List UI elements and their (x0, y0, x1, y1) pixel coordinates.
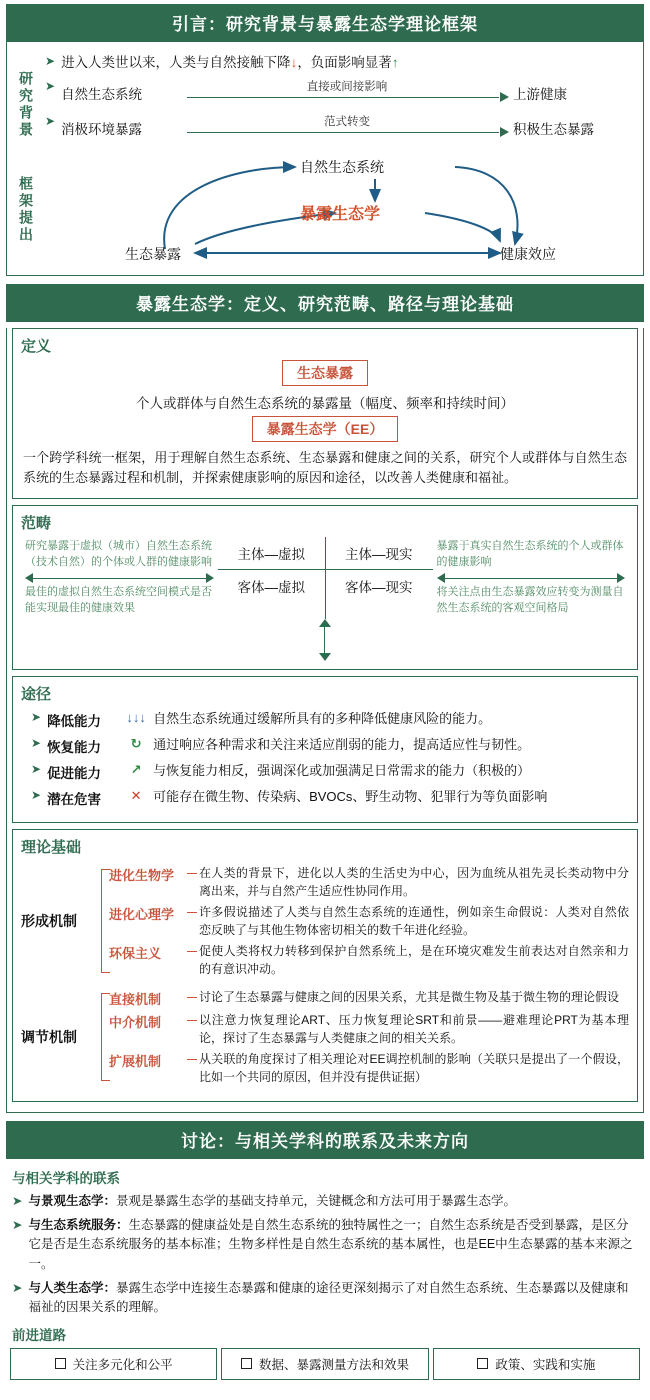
definition-heading: 定义 (21, 337, 52, 355)
theory-item (109, 942, 629, 978)
arrow-icon: ➤ (45, 54, 56, 68)
theory-item-desc: 在人类的背景下，进化以人类的生活史为中心，因为血统从祖先灵长类动物中分离出来，并与自然产生适应性协同作用。 (199, 865, 629, 898)
theory-group-items (109, 985, 629, 1089)
framework-diagram (45, 149, 633, 269)
theory-item-desc: 促使人类将权力转移到保护自然系统上，是在环境灾难发生前表达对自然亲和力的有意识冲动。 (199, 943, 629, 976)
pathway-row (21, 762, 629, 782)
scope-vertical-divider (325, 537, 326, 619)
theory-item (109, 1050, 629, 1086)
definition-line1: 个人或群体与自然生态系统的暴露量（幅度、频率和持续时间） (136, 395, 514, 411)
brace-icon (99, 861, 109, 981)
down-arrow-icon: ↓ (290, 55, 298, 70)
intro-relation-1 (45, 78, 633, 108)
theory-item-desc: 许多假说描述了人类与自然生态系统的连通性，例如亲生命假说：人类对自然依恋反映了与其他生物体密切相关的数千年进化经验。 (199, 904, 629, 937)
section2-title: 暴露生态学：定义、研究范畴、路径与理论基础 (6, 284, 644, 322)
arrow-icon: ➤ (31, 709, 42, 724)
definition-box (12, 328, 638, 499)
discussion-item-text (28, 1279, 638, 1318)
relation-2-line (187, 132, 499, 133)
roadmap-cell-data (221, 1348, 428, 1380)
pathway-name: 恢复能力 (47, 739, 102, 755)
theory-box (12, 829, 638, 1102)
definition-pill1-wrap (21, 360, 629, 386)
checkbox-icon (477, 1358, 488, 1369)
pathway-name: 促进能力 (47, 765, 102, 781)
theory-item-desc: 从关联的角度探讨了相关理论对EE调控机制的影响（关联只是提出了一个假设，比如一个共同的原因，但并没有提供证据） (199, 1051, 629, 1084)
discussion-head-links: 与相关学科的联系 (12, 1170, 120, 1186)
discussion-item-text (28, 1192, 516, 1211)
definition-pill2-wrap (21, 416, 629, 442)
side-label-framework: 框架提出 (18, 175, 35, 244)
definition-paragraph: 一个跨学科统一框架，用于理解自然生态系统、生态暴露和健康之间的关系，研究个人或群体与自然生态系统的生态暴露过程和机制，并探索健康影响的原因和途径，以改善人类健康和福祉。 (23, 449, 627, 485)
roadmap-cell-label: 政策、实践和实施 (495, 1357, 596, 1372)
roadmap-cell-label: 数据、暴露测量方法和效果 (258, 1357, 409, 1372)
scope-note-bottom-right: 将关注点由生态暴露效应转变为测量自然生态系统的客观空间格局 (436, 585, 624, 614)
theory-item (109, 864, 629, 900)
pathway-desc: 可能存在微生物、传染病、BVOCs、野生动物、犯罪行为等负面影响 (153, 788, 548, 804)
theory-item-name: 扩展机制 (109, 1053, 162, 1069)
relation-2-left: 消极环境暴露 (61, 121, 143, 137)
relation-1-right: 上游健康 (513, 86, 567, 102)
diagram-node-ecological-exposure: 生态暴露 (125, 245, 181, 262)
scope-note-bottom-left: 最佳的虚拟自然生态系统空间模式是否能实现最佳的健康效果 (25, 585, 212, 614)
theory-item-name: 进化生物学 (109, 867, 175, 883)
discussion-item (12, 1279, 638, 1318)
theory-item (109, 903, 629, 939)
section1-side-labels (9, 46, 43, 269)
roadmap-cell-policy (433, 1348, 640, 1380)
pathway-desc: 自然生态系统通过缓解所具有的多种降低健康风险的能力。 (153, 710, 492, 726)
relation-1-label: 直接或间接影响 (303, 78, 392, 94)
scope-vertical-arrow-wrap (21, 619, 629, 661)
brace-icon (99, 985, 109, 1089)
intro-relation-2 (45, 113, 633, 143)
discussion-item-body: 暴露生态学中连接生态暴露和健康的途径更深刻揭示了对自然生态系统、生态暴露以及健康和福祉的因果关系的理解。 (28, 1281, 629, 1315)
arrow-icon: ➤ (45, 113, 56, 128)
roadmap-row (10, 1348, 640, 1380)
roadmap-cell-label: 关注多元化和公平 (72, 1357, 173, 1372)
scope-note-top-left: 研究暴露于虚拟（城市）自然生态系统（技术自然）的个体或人群的健康影响 (25, 539, 212, 568)
section-exposure-ecology (6, 284, 644, 1113)
pathway-row (21, 710, 629, 730)
section-discussion (6, 1121, 644, 1384)
pill-ecological-exposure: 生态暴露 (282, 360, 368, 386)
pathways-box (12, 676, 638, 823)
relation-1-connector (181, 80, 513, 106)
theory-group-formation (21, 861, 629, 981)
pathway-desc: 通过响应各种需求和关注来适应削弱的能力，提高适应性与韧性。 (153, 736, 531, 752)
theory-item-name: 直接机制 (109, 991, 162, 1007)
discussion-item (12, 1192, 638, 1211)
section-introduction (6, 4, 644, 276)
section3-body (6, 1159, 644, 1384)
arrow-icon: ➤ (31, 787, 42, 802)
scope-cell-subject-virtual: 主体—虚拟 (237, 546, 305, 562)
pathways-heading: 途径 (21, 685, 52, 703)
discussion-item-body: 景观是暴露生态学的基础支持单元，关键概念和方法可用于暴露生态学。 (116, 1193, 517, 1208)
theory-item-desc: 讨论了生态暴露与健康之间的因果关系，尤其是微生物及基于微生物的理论假设 (199, 989, 620, 1004)
arrow-icon: ➤ (12, 1217, 23, 1232)
arrow-icon: ➤ (31, 761, 42, 776)
discussion-item (12, 1216, 638, 1274)
theory-item (109, 988, 629, 1008)
theory-item-name: 环保主义 (109, 945, 162, 961)
pathway-row (21, 788, 629, 808)
intro-bullet-1 (45, 53, 633, 73)
promote-capability-icon: ↗ (130, 761, 142, 777)
arrow-icon: ➤ (45, 78, 56, 93)
pill-exposure-ecology: 暴露生态学（EE） (252, 416, 399, 442)
section1-content (43, 46, 641, 269)
theory-group-name: 形成机制 (21, 912, 77, 929)
arrow-icon: ➤ (12, 1281, 23, 1296)
scope-cell-object-virtual: 客体—虚拟 (237, 579, 305, 595)
scope-right-arrow-top (437, 573, 626, 583)
scope-center-grid (218, 537, 433, 619)
checkbox-icon (55, 1358, 66, 1369)
discussion-item-body: 生态暴露的健康益处是自然生态系统的独特属性之一；自然生态系统是否受到暴露，是区分它是否是生态系统服务的基本标准；生物多样性是自然生态系统的基本属性，也是EE中生态暴露的基本来源之一。 (28, 1217, 633, 1271)
up-arrow-icon: ↑ (391, 55, 399, 70)
pathway-row (21, 736, 629, 756)
discussion-item-title: 与生态系统服务： (28, 1217, 129, 1232)
section2-body (6, 328, 644, 1113)
scope-left-notes (21, 537, 218, 619)
intro-bullet-1-pre: 进入人类世以来，人类与自然接触下降 (61, 55, 291, 70)
section1-title: 引言：研究背景与暴露生态学理论框架 (6, 4, 644, 42)
restore-capability-icon: ↻ (130, 735, 142, 751)
roadmap-cell-diversity (10, 1348, 217, 1380)
scope-right-notes (433, 537, 630, 619)
pathway-name: 潜在危害 (47, 791, 102, 807)
scope-cell-object-real: 客体—现实 (345, 579, 413, 595)
theory-item-desc: 以注意力恢复理论ART、压力恢复理论SRT和前景——避难理论PRT为基本理论，探讨了生态暴露与人类健康之间的相关关系。 (199, 1012, 629, 1045)
arrow-head-icon (500, 127, 509, 137)
arrow-icon: ➤ (12, 1193, 23, 1208)
theory-heading: 理论基础 (21, 838, 82, 856)
side-label-background: 研究背景 (18, 70, 35, 139)
diagram-node-ecosystem: 自然生态系统 (300, 158, 384, 175)
scope-box (12, 505, 638, 670)
section3-title: 讨论：与相关学科的联系及未来方向 (6, 1121, 644, 1159)
relation-1-line (187, 97, 499, 98)
theory-item (109, 1011, 629, 1047)
pathway-desc: 与恢复能力相反，强调深化或加强满足日常需求的能力（积极的） (153, 762, 531, 778)
diagram-node-health-effect: 健康效应 (500, 245, 556, 262)
scope-left-arrow-top (25, 573, 214, 583)
scope-note-top-right: 暴露于真实自然生态系统的个人或群体的健康影响 (436, 539, 624, 568)
arrow-icon: ➤ (31, 735, 42, 750)
theory-item-name: 中介机制 (109, 1014, 162, 1030)
discussion-head-roadmap: 前进道路 (12, 1327, 66, 1343)
theory-group-items (109, 861, 629, 981)
discussion-item-title: 与景观生态学： (28, 1193, 116, 1208)
relation-2-right: 积极生态暴露 (513, 121, 594, 137)
discussion-item-title: 与人类生态学： (28, 1281, 116, 1296)
discussion-item-text (28, 1216, 638, 1274)
section1-body (6, 42, 644, 276)
reduce-capability-icon: ↓↓↓ (126, 709, 146, 725)
theory-item-name: 进化心理学 (109, 906, 175, 922)
theory-group-name: 调节机制 (21, 1028, 77, 1045)
scope-heading: 范畴 (21, 514, 52, 532)
diagram-node-exposure-ecology: 暴露生态学 (300, 205, 381, 223)
checkbox-icon (241, 1358, 252, 1369)
intro-bullet-1-text (61, 53, 399, 73)
theory-group-regulation (21, 985, 629, 1089)
relation-2-connector (181, 115, 513, 141)
intro-bullet-1-mid: ，负面影响显著 (297, 55, 392, 70)
relation-1-left: 自然生态系统 (61, 86, 143, 102)
pathway-name: 降低能力 (47, 713, 102, 729)
scope-cell-subject-real: 主体—现实 (345, 546, 413, 562)
arrow-head-icon (500, 92, 509, 102)
potential-harm-icon: ✕ (130, 787, 142, 803)
relation-2-label: 范式转变 (320, 113, 374, 129)
scope-vertical-arrow (319, 619, 331, 661)
scope-grid (21, 537, 629, 619)
